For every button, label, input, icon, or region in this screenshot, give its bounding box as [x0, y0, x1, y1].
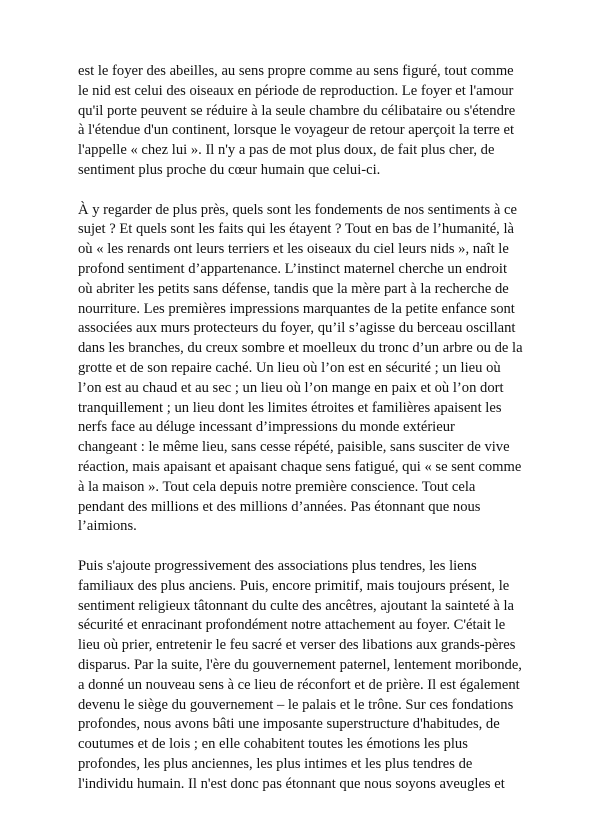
text-line: à l'étendue d'un continent, lorsque le voyageur de retour aperçoit la terre et [78, 122, 514, 139]
text-line: est le foyer des abeilles, au sens propre comme au sens figuré, tout comme [78, 63, 514, 79]
text-line: profondes, les plus anciennes, les plus intimes et les plus tendres de [78, 755, 473, 772]
text-line: nourriture. Les premières impressions marquantes de la petite enfance sont [78, 300, 515, 317]
text-line: sécurité et enracinant profondément notre attachement au foyer. C'était le [78, 617, 506, 634]
text-line: lieu où prier, entretenir le feu sacré et verser des libations aux grands-pères [78, 637, 516, 654]
text-line: où « les renards ont leurs terriers et les oiseaux du ciel leurs nids », naît le [78, 241, 509, 258]
text-line: associées aux murs protecteurs du foyer, qu’il s’agisse du berceau oscillant [78, 320, 516, 337]
text-line: À y regarder de plus près, quels sont les fondements de nos sentiments à ce [78, 201, 517, 218]
text-line: devenu le siège du gouvernement – le palais et le trône. Sur ces fondations [78, 696, 514, 713]
text-line: dans les branches, du creux sombre et moelleux du tronc d’un arbre ou de la [78, 340, 523, 357]
text-line: l'individu humain. Il n'est donc pas étonnant que nous soyons aveugles et [78, 775, 505, 792]
paragraph-3 [78, 557, 533, 795]
text-line: à la maison ». Tout cela depuis notre première conscience. Tout cela [78, 478, 476, 495]
text-line: l’on est au chaud et au sec ; un lieu où l’on mange en paix et où l’on dort [78, 379, 504, 396]
text-line: sentiment plus proche du cœur humain que celui-ci. [78, 161, 381, 178]
text-line: changeant : le même lieu, sans cesse répété, paisible, sans susciter de vive [78, 439, 510, 456]
text-line: sentiment religieux tâtonnant du culte des ancêtres, ajoutant la sainteté à la [78, 597, 515, 614]
text-line: familiaux des plus anciens. Puis, encore primitif, mais toujours présent, le [78, 577, 510, 594]
text-line: grotte et de son repaire caché. Un lieu où l’on est en sécurité ; un lieu où [78, 359, 501, 376]
text-line: l’aimions. [78, 518, 137, 535]
text-line: Puis s'ajoute progressivement des associations plus tendres, les liens [78, 557, 477, 574]
text-line: nerfs face au déluge incessant d’impressions du monde extérieur [78, 419, 455, 436]
text-line: l'appelle « chez lui ». Il n'y a pas de mot plus doux, de fait plus cher, de [78, 142, 495, 159]
paragraph-1 [78, 62, 533, 181]
text-line: où abriter les petits sans défense, tandis que la mère part à la recherche de [78, 280, 509, 297]
text-line: profond sentiment d’appartenance. L’instinct maternel cherche un endroit [78, 260, 508, 277]
text-line: tranquillement ; un lieu dont les limites étroites et familières apaisent les [78, 399, 502, 416]
text-line: profondes, nous avons bâti une imposante superstructure d'habitudes, de [78, 716, 500, 733]
text-line: qu'il porte peuvent se réduire à la seule chambre du célibataire ou s'étendre [78, 102, 516, 119]
text-line: coutumes et de lois ; en elle cohabitent toutes les émotions les plus [78, 736, 468, 753]
text-line: sujet ? Et quels sont les faits qui les étayent ? Tout en bas de l’humanité, là [78, 221, 515, 238]
text-line: pendant des millions et des millions d’années. Pas étonnant que nous [78, 498, 481, 515]
text-line: a donné un nouveau sens à ce lieu de réconfort et de prière. Il est également [78, 676, 520, 693]
text-line: le nid est celui des oiseaux en période de reproduction. Le foyer et l'amour [78, 82, 514, 99]
text-line: réaction, mais apaisant et apaisant chaque sens fatigué, qui « se sent comme [78, 458, 522, 475]
text-line: disparus. Par la suite, l'ère du gouvernement paternel, lentement moribonde, [78, 656, 522, 673]
document-body [78, 62, 533, 814]
paragraph-2 [78, 201, 533, 538]
